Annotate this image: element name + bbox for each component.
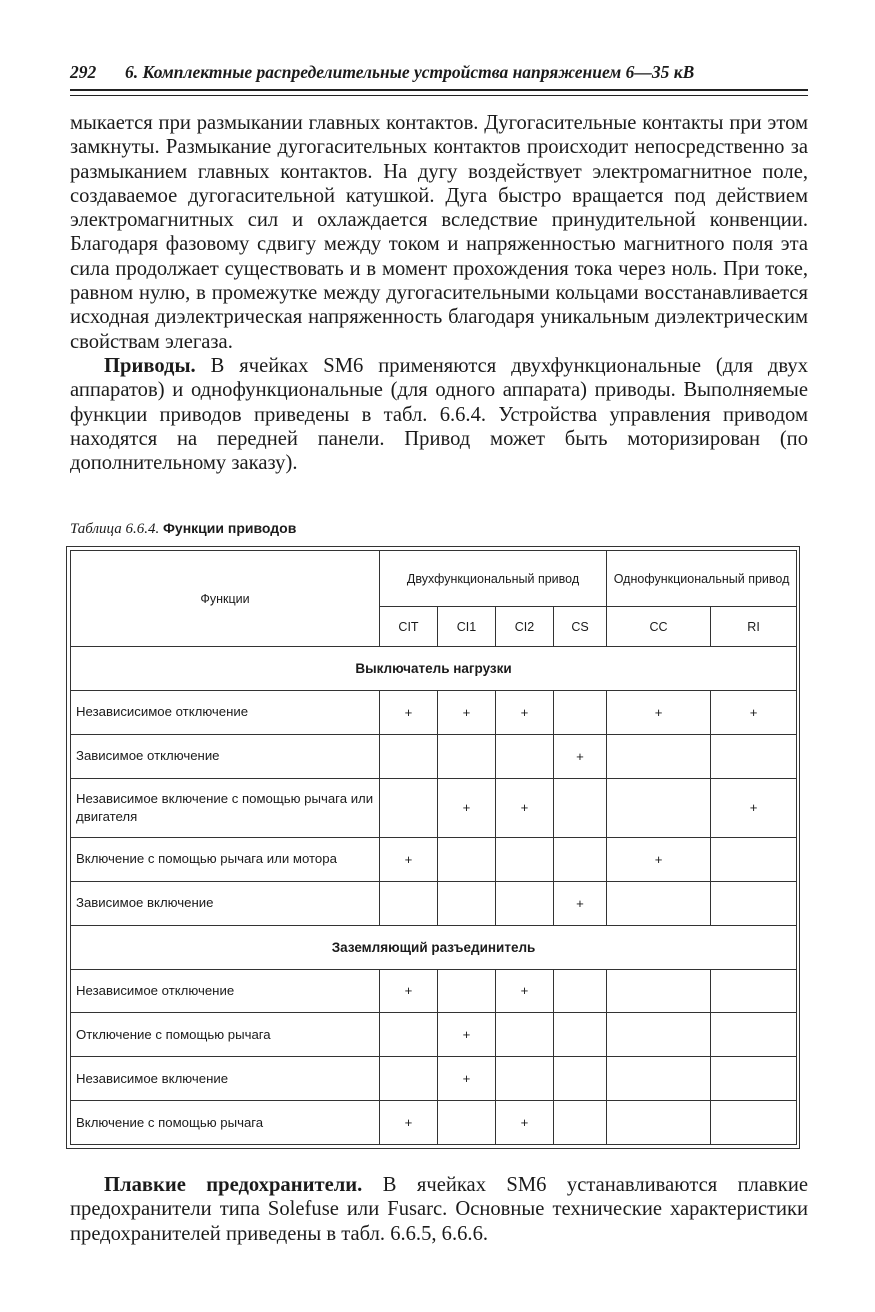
column-header: CI2 (496, 607, 554, 647)
mark-cell (380, 1013, 438, 1057)
mark-cell: + (438, 1013, 496, 1057)
page-number: 292 (70, 62, 97, 82)
mark-cell (711, 1057, 797, 1101)
section-row (71, 647, 797, 691)
running-title: 6. Комплектные распределительные устройства напряжением 6—35 кВ (125, 62, 695, 82)
mark-cell (554, 1013, 607, 1057)
table-row (71, 838, 797, 882)
paragraph-lead: Плавкие предохранители. (104, 1174, 363, 1196)
mark-cell: + (438, 1057, 496, 1101)
mark-cell: + (380, 690, 438, 734)
column-header: RI (711, 607, 797, 647)
mark-cell: + (438, 690, 496, 734)
mark-cell: + (496, 1101, 554, 1145)
function-label: Независисимое отключение (71, 690, 380, 734)
mark-cell (711, 1013, 797, 1057)
mark-cell (554, 690, 607, 734)
section-row (71, 925, 797, 969)
table-row (71, 690, 797, 734)
mark-cell (607, 778, 711, 838)
running-header (70, 62, 808, 83)
mark-cell: + (711, 690, 797, 734)
header-functions: Функции (71, 551, 380, 647)
mark-cell (554, 1101, 607, 1145)
section-title: Выключатель нагрузки (71, 647, 797, 691)
mark-cell (496, 838, 554, 882)
header-rule (70, 89, 808, 91)
table-row (71, 1057, 797, 1101)
mark-cell (438, 881, 496, 925)
mark-cell: + (607, 838, 711, 882)
mark-cell (711, 838, 797, 882)
column-header: CC (607, 607, 711, 647)
table-row (71, 969, 797, 1013)
table-row (71, 1013, 797, 1057)
mark-cell: + (438, 778, 496, 838)
table-body (71, 647, 797, 1145)
function-label: Включение с помощью рычага или мотора (71, 838, 380, 882)
mark-cell (711, 1101, 797, 1145)
mark-cell (554, 778, 607, 838)
table-frame (66, 546, 800, 1149)
paragraph-text: В ячейках SM6 применяются двухфункциональные (для двух аппаратов) и однофункциональные (для одного аппарата) приводы. Выполняемые функции приводов приведены в табл. 6.6.4. Устройства управления приводом находятся на передней панели. Привод может быть моторизирован (по дополнительному заказу). (70, 354, 808, 475)
table-row (71, 1101, 797, 1145)
mark-cell: + (496, 690, 554, 734)
paragraph-arc-quenching: мыкается при размыкании главных контактов. Дугогасительные контакты при этом замкнуты. Размыкание дугогасительных контактов происходит непосредственно за размыканием главных контактов. На дугу воздействует электромагнитное поле, создаваемое дугогасительной катушкой. Дуга быстро вращается под действием электромагнитных сил и охлаждается вследствие принудительной конвенции. Благодаря фазовому сдвигу между током и напряженностью магнитного поля эта сила продолжает существовать и в момент прохождения тока через ноль. При токе, равном нулю, в промежутке между дугогасительными кольцами восстанавливается исходная диэлектрическая напряженность благодаря уникальным диэлектрическим свойствам элегаза. (70, 112, 808, 353)
paragraph-lead: Приводы. (104, 354, 196, 377)
function-label: Отключение с помощью рычага (71, 1013, 380, 1057)
column-header: CIT (380, 607, 438, 647)
mark-cell (496, 734, 554, 778)
mark-cell (607, 1013, 711, 1057)
function-label: Зависимое отключение (71, 734, 380, 778)
mark-cell: + (711, 778, 797, 838)
mark-cell (438, 1101, 496, 1145)
mark-cell: + (380, 838, 438, 882)
paragraph-fuses (70, 1173, 808, 1246)
header-dual-drive: Двухфункциональный привод (380, 551, 607, 607)
function-label: Независимое отключение (71, 969, 380, 1013)
mark-cell (438, 838, 496, 882)
body-text-bottom (70, 1173, 808, 1246)
column-header: CI1 (438, 607, 496, 647)
function-label: Включение с помощью рычага (71, 1101, 380, 1145)
mark-cell (711, 969, 797, 1013)
body-text-top (70, 111, 808, 475)
table-row (71, 881, 797, 925)
mark-cell (380, 1057, 438, 1101)
mark-cell: + (380, 969, 438, 1013)
mark-cell (554, 838, 607, 882)
paragraph-drives (70, 354, 808, 475)
table-row (71, 734, 797, 778)
mark-cell (438, 734, 496, 778)
function-label: Зависимое включение (71, 881, 380, 925)
mark-cell (607, 734, 711, 778)
column-header: CS (554, 607, 607, 647)
mark-cell (554, 969, 607, 1013)
table-caption-title: Функции приводов (162, 520, 297, 536)
mark-cell (607, 1057, 711, 1101)
header-rule-thin (70, 95, 808, 96)
table-caption (70, 520, 296, 538)
mark-cell (380, 778, 438, 838)
drive-functions-table (70, 550, 797, 1145)
mark-cell (607, 881, 711, 925)
mark-cell (607, 969, 711, 1013)
mark-cell: + (607, 690, 711, 734)
table-caption-label: Таблица 6.6.4. (70, 521, 160, 537)
mark-cell (607, 1101, 711, 1145)
section-title: Заземляющий разъединитель (71, 925, 797, 969)
mark-cell (711, 881, 797, 925)
mark-cell (380, 881, 438, 925)
table-row (71, 778, 797, 838)
mark-cell (711, 734, 797, 778)
mark-cell (496, 881, 554, 925)
function-label: Независимое включение с помощью рычага или двигателя (71, 778, 380, 838)
mark-cell: + (380, 1101, 438, 1145)
mark-cell (554, 1057, 607, 1101)
header-single-drive: Однофункциональный привод (607, 551, 797, 607)
mark-cell (496, 1013, 554, 1057)
mark-cell: + (554, 734, 607, 778)
mark-cell (438, 969, 496, 1013)
mark-cell: + (496, 778, 554, 838)
mark-cell (496, 1057, 554, 1101)
mark-cell: + (496, 969, 554, 1013)
paragraph-text: В ячейках SM6 устанавливаются плавкие предохранители типа Solefuse или Fusarc. Основные технические характеристики предохранителей приведены в табл. 6.6.5, 6.6.6. (70, 1174, 808, 1245)
function-label: Независимое включение (71, 1057, 380, 1101)
mark-cell (380, 734, 438, 778)
mark-cell: + (554, 881, 607, 925)
